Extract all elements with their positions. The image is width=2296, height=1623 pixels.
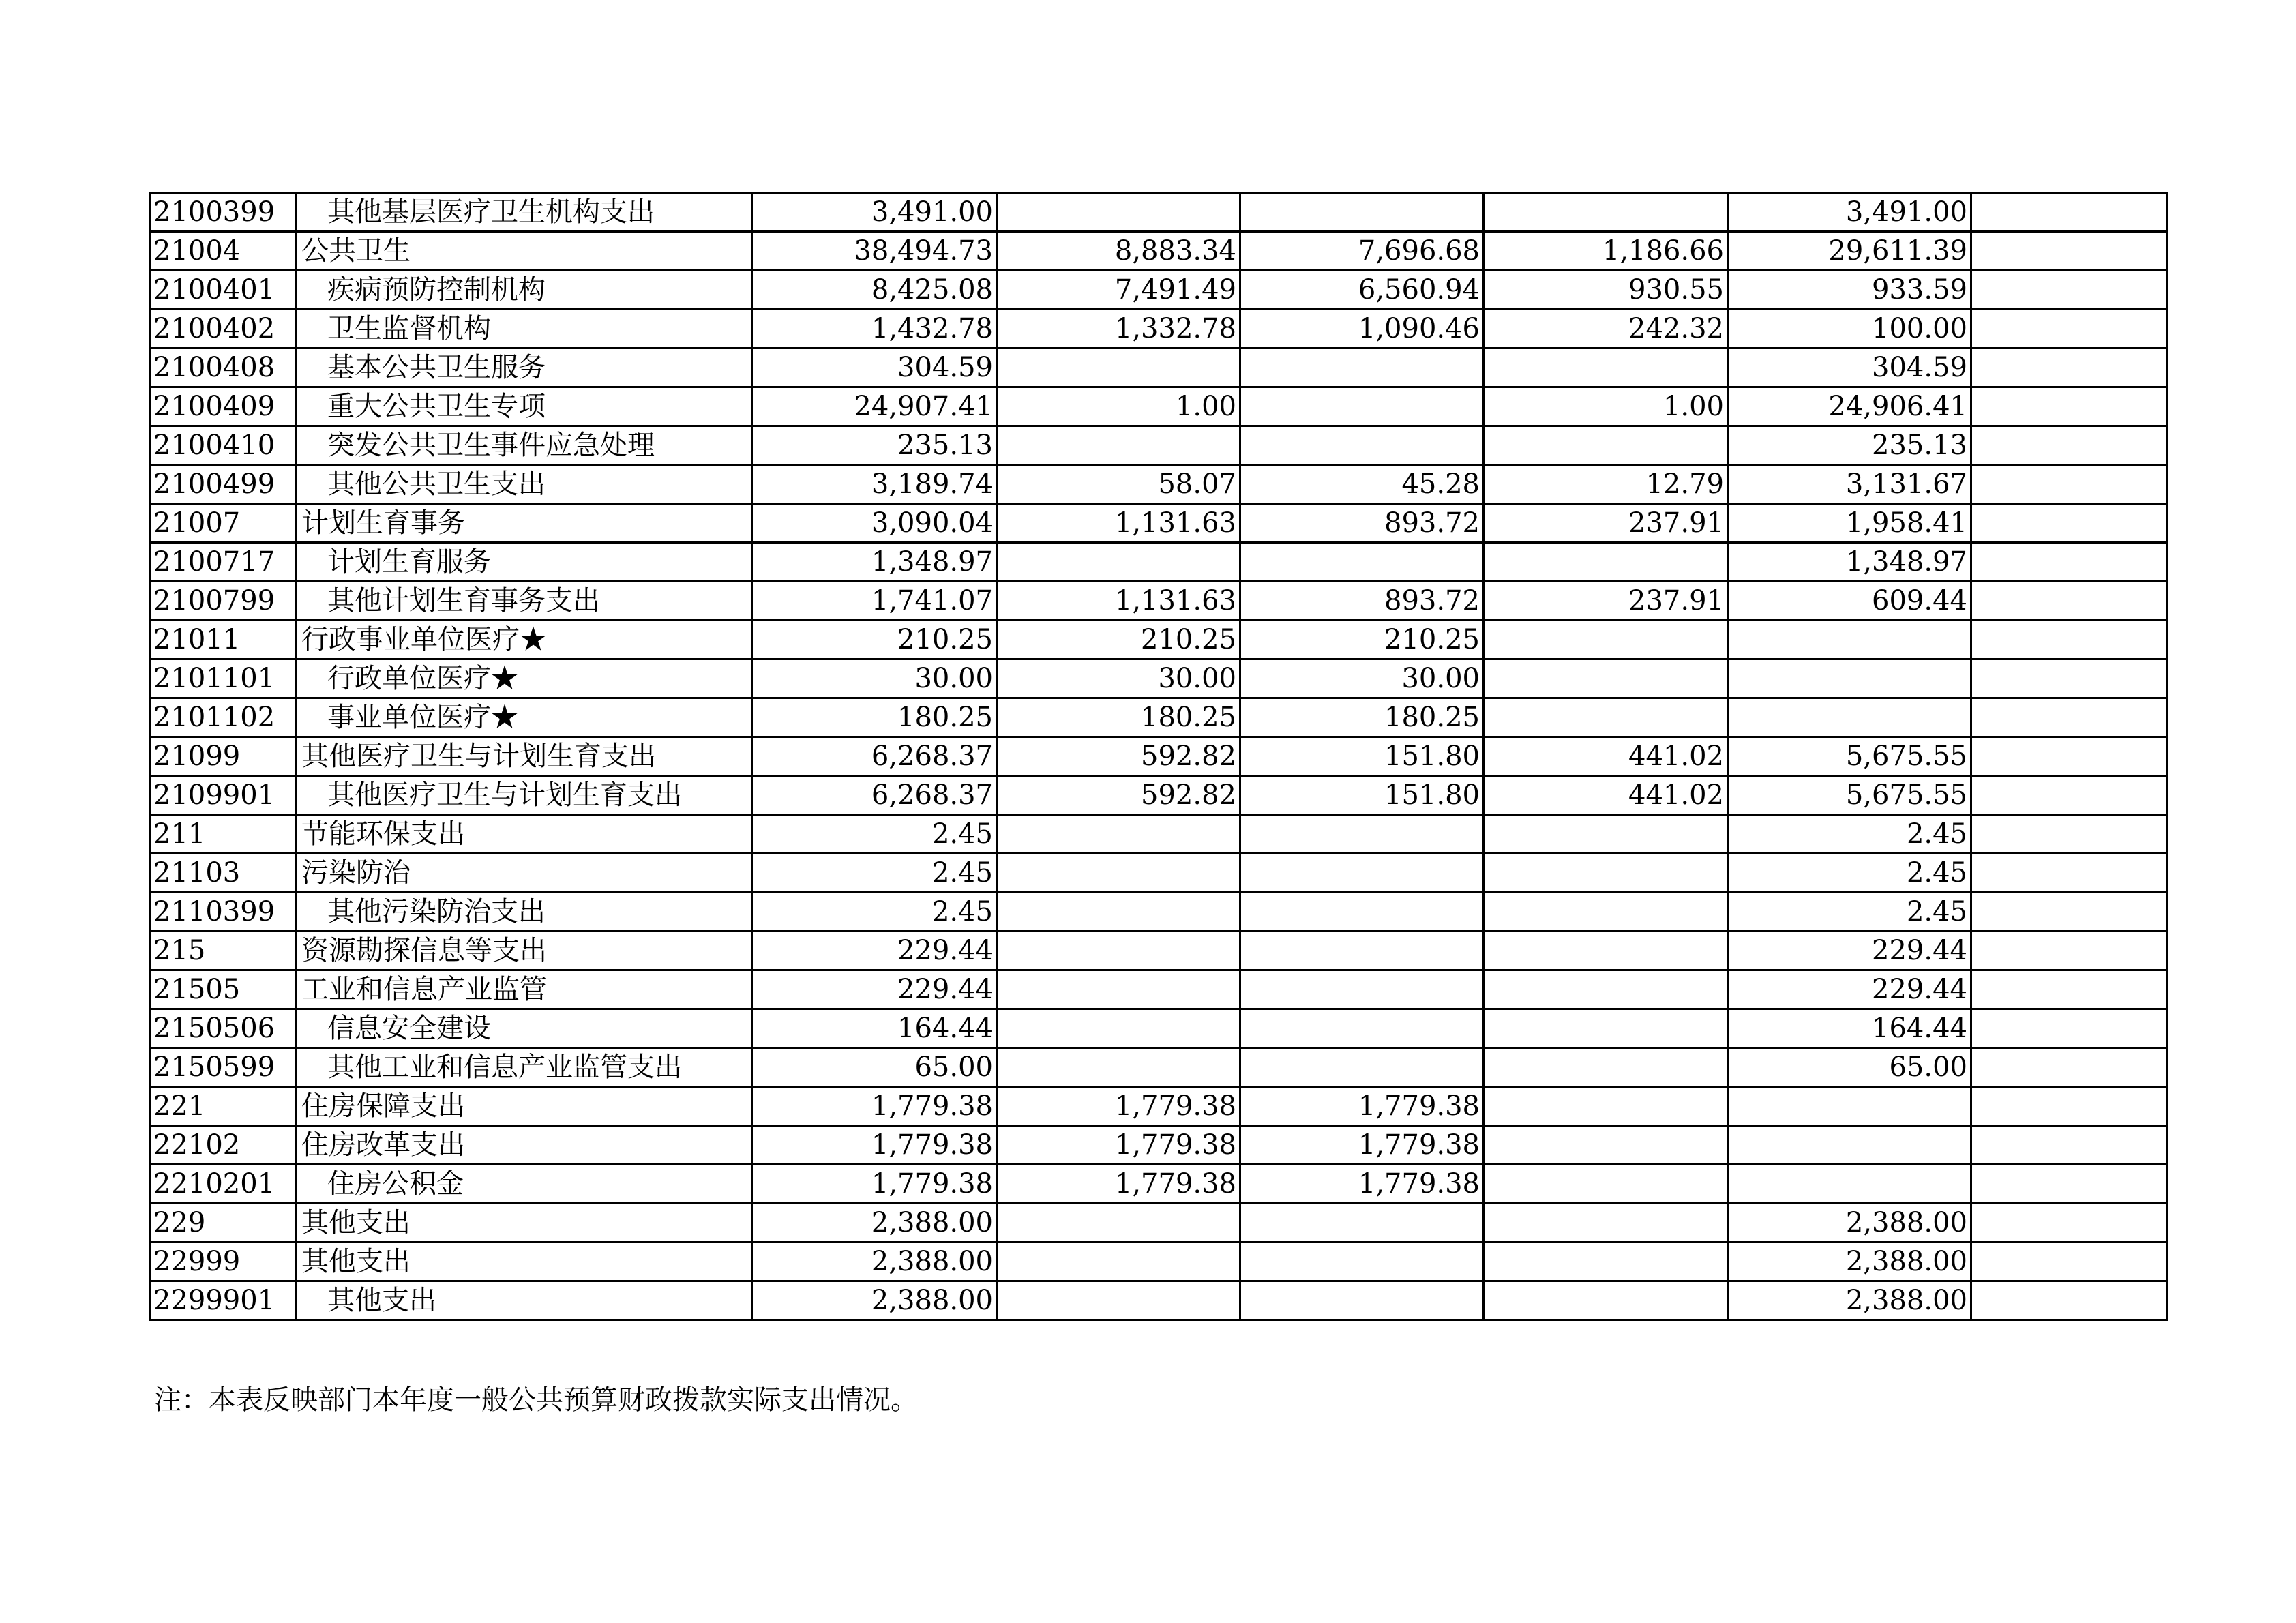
total-cell: 1,432.78 — [752, 310, 997, 348]
public-expenditure-cell — [1484, 1009, 1728, 1048]
basic-expenditure-cell: 1,131.63 — [997, 582, 1240, 621]
personnel-expenditure-cell — [1240, 854, 1484, 893]
personnel-expenditure-cell — [1240, 193, 1484, 232]
table-row — [150, 659, 2167, 698]
account-name-cell: 其他工业和信息产业监管支出 — [297, 1048, 752, 1087]
account-name-cell: 突发公共卫生事件应急处理 — [297, 426, 752, 465]
personnel-expenditure-cell — [1240, 1281, 1484, 1320]
table-row — [150, 970, 2167, 1009]
account-code-cell: 21004 — [150, 232, 297, 271]
account-code-cell: 22999 — [150, 1242, 297, 1281]
basic-expenditure-cell: 1,779.38 — [997, 1165, 1240, 1204]
extra-cell — [1971, 970, 2167, 1009]
public-expenditure-cell — [1484, 1087, 1728, 1126]
account-code-cell: 21007 — [150, 504, 297, 543]
total-cell: 3,090.04 — [752, 504, 997, 543]
extra-cell — [1971, 1204, 2167, 1242]
account-name-cell: 卫生监督机构 — [297, 310, 752, 348]
basic-expenditure-cell — [997, 815, 1240, 854]
basic-expenditure-cell — [997, 1048, 1240, 1087]
table-row — [150, 737, 2167, 776]
total-cell: 1,741.07 — [752, 582, 997, 621]
account-code-cell: 2100401 — [150, 271, 297, 310]
table-row — [150, 698, 2167, 737]
extra-cell — [1971, 1009, 2167, 1048]
account-name-cell: 其他医疗卫生与计划生育支出 — [297, 776, 752, 815]
table-row — [150, 232, 2167, 271]
account-name-cell: 行政单位医疗★ — [297, 659, 752, 698]
public-expenditure-cell: 12.79 — [1484, 465, 1728, 504]
public-expenditure-cell: 237.91 — [1484, 504, 1728, 543]
basic-expenditure-cell — [997, 426, 1240, 465]
personnel-expenditure-cell: 1,779.38 — [1240, 1126, 1484, 1165]
account-code-cell: 2100499 — [150, 465, 297, 504]
basic-expenditure-cell: 30.00 — [997, 659, 1240, 698]
personnel-expenditure-cell: 30.00 — [1240, 659, 1484, 698]
project-expenditure-cell: 65.00 — [1728, 1048, 1971, 1087]
basic-expenditure-cell: 1,779.38 — [997, 1087, 1240, 1126]
account-code-cell: 2210201 — [150, 1165, 297, 1204]
extra-cell — [1971, 854, 2167, 893]
account-name-cell: 重大公共卫生专项 — [297, 387, 752, 426]
project-expenditure-cell — [1728, 659, 1971, 698]
basic-expenditure-cell: 8,883.34 — [997, 232, 1240, 271]
table-row — [150, 815, 2167, 854]
personnel-expenditure-cell: 1,779.38 — [1240, 1165, 1484, 1204]
project-expenditure-cell: 1,348.97 — [1728, 543, 1971, 582]
basic-expenditure-cell — [997, 970, 1240, 1009]
project-expenditure-cell: 5,675.55 — [1728, 776, 1971, 815]
project-expenditure-cell: 3,131.67 — [1728, 465, 1971, 504]
total-cell: 235.13 — [752, 426, 997, 465]
public-expenditure-cell: 441.02 — [1484, 737, 1728, 776]
total-cell: 6,268.37 — [752, 737, 997, 776]
table-row — [150, 348, 2167, 387]
account-code-cell: 221 — [150, 1087, 297, 1126]
table-row — [150, 582, 2167, 621]
personnel-expenditure-cell: 7,696.68 — [1240, 232, 1484, 271]
extra-cell — [1971, 1087, 2167, 1126]
total-cell: 6,268.37 — [752, 776, 997, 815]
project-expenditure-cell: 229.44 — [1728, 932, 1971, 970]
total-cell: 65.00 — [752, 1048, 997, 1087]
basic-expenditure-cell: 1.00 — [997, 387, 1240, 426]
personnel-expenditure-cell — [1240, 387, 1484, 426]
total-cell: 210.25 — [752, 621, 997, 659]
account-code-cell: 21011 — [150, 621, 297, 659]
account-name-cell: 其他公共卫生支出 — [297, 465, 752, 504]
project-expenditure-cell: 2.45 — [1728, 854, 1971, 893]
project-expenditure-cell: 933.59 — [1728, 271, 1971, 310]
table-row — [150, 387, 2167, 426]
personnel-expenditure-cell: 151.80 — [1240, 737, 1484, 776]
account-name-cell: 其他医疗卫生与计划生育支出 — [297, 737, 752, 776]
project-expenditure-cell: 100.00 — [1728, 310, 1971, 348]
total-cell: 38,494.73 — [752, 232, 997, 271]
project-expenditure-cell: 24,906.41 — [1728, 387, 1971, 426]
public-expenditure-cell — [1484, 1242, 1728, 1281]
public-expenditure-cell: 237.91 — [1484, 582, 1728, 621]
total-cell: 2.45 — [752, 893, 997, 932]
personnel-expenditure-cell: 180.25 — [1240, 698, 1484, 737]
account-name-cell: 疾病预防控制机构 — [297, 271, 752, 310]
account-name-cell: 住房改革支出 — [297, 1126, 752, 1165]
personnel-expenditure-cell — [1240, 1242, 1484, 1281]
extra-cell — [1971, 932, 2167, 970]
table-row — [150, 1204, 2167, 1242]
table-row — [150, 504, 2167, 543]
total-cell: 229.44 — [752, 970, 997, 1009]
basic-expenditure-cell: 7,491.49 — [997, 271, 1240, 310]
account-name-cell: 资源勘探信息等支出 — [297, 932, 752, 970]
total-cell: 1,779.38 — [752, 1087, 997, 1126]
extra-cell — [1971, 1165, 2167, 1204]
project-expenditure-cell: 304.59 — [1728, 348, 1971, 387]
project-expenditure-cell: 229.44 — [1728, 970, 1971, 1009]
project-expenditure-cell: 1,958.41 — [1728, 504, 1971, 543]
basic-expenditure-cell — [997, 1281, 1240, 1320]
account-code-cell: 211 — [150, 815, 297, 854]
public-expenditure-cell — [1484, 932, 1728, 970]
public-expenditure-cell — [1484, 1126, 1728, 1165]
total-cell: 2,388.00 — [752, 1242, 997, 1281]
account-code-cell: 21505 — [150, 970, 297, 1009]
personnel-expenditure-cell — [1240, 426, 1484, 465]
public-expenditure-cell: 1.00 — [1484, 387, 1728, 426]
extra-cell — [1971, 426, 2167, 465]
basic-expenditure-cell: 1,779.38 — [997, 1126, 1240, 1165]
project-expenditure-cell: 3,491.00 — [1728, 193, 1971, 232]
extra-cell — [1971, 271, 2167, 310]
public-expenditure-cell — [1484, 815, 1728, 854]
basic-expenditure-cell: 1,332.78 — [997, 310, 1240, 348]
project-expenditure-cell: 164.44 — [1728, 1009, 1971, 1048]
basic-expenditure-cell — [997, 348, 1240, 387]
public-expenditure-cell — [1484, 659, 1728, 698]
account-name-cell: 工业和信息产业监管 — [297, 970, 752, 1009]
extra-cell — [1971, 582, 2167, 621]
public-expenditure-cell — [1484, 621, 1728, 659]
account-code-cell: 2109901 — [150, 776, 297, 815]
project-expenditure-cell: 2,388.00 — [1728, 1242, 1971, 1281]
project-expenditure-cell — [1728, 1126, 1971, 1165]
account-name-cell: 行政事业单位医疗★ — [297, 621, 752, 659]
account-code-cell: 2150599 — [150, 1048, 297, 1087]
extra-cell — [1971, 465, 2167, 504]
public-expenditure-cell — [1484, 854, 1728, 893]
table-body — [150, 193, 2167, 1320]
personnel-expenditure-cell — [1240, 1009, 1484, 1048]
basic-expenditure-cell — [997, 193, 1240, 232]
personnel-expenditure-cell: 45.28 — [1240, 465, 1484, 504]
table-row — [150, 1048, 2167, 1087]
total-cell: 2,388.00 — [752, 1281, 997, 1320]
account-name-cell: 其他支出 — [297, 1204, 752, 1242]
public-expenditure-cell — [1484, 348, 1728, 387]
extra-cell — [1971, 815, 2167, 854]
personnel-expenditure-cell: 1,779.38 — [1240, 1087, 1484, 1126]
personnel-expenditure-cell: 210.25 — [1240, 621, 1484, 659]
account-code-cell: 2100410 — [150, 426, 297, 465]
project-expenditure-cell: 2.45 — [1728, 815, 1971, 854]
extra-cell — [1971, 1048, 2167, 1087]
account-name-cell: 其他基层医疗卫生机构支出 — [297, 193, 752, 232]
basic-expenditure-cell: 592.82 — [997, 776, 1240, 815]
extra-cell — [1971, 387, 2167, 426]
total-cell: 180.25 — [752, 698, 997, 737]
account-name-cell: 其他支出 — [297, 1242, 752, 1281]
extra-cell — [1971, 659, 2167, 698]
basic-expenditure-cell: 592.82 — [997, 737, 1240, 776]
personnel-expenditure-cell — [1240, 1204, 1484, 1242]
public-expenditure-cell — [1484, 698, 1728, 737]
account-name-cell: 其他污染防治支出 — [297, 893, 752, 932]
personnel-expenditure-cell — [1240, 932, 1484, 970]
basic-expenditure-cell — [997, 893, 1240, 932]
table-row — [150, 543, 2167, 582]
project-expenditure-cell: 5,675.55 — [1728, 737, 1971, 776]
table-row — [150, 1281, 2167, 1320]
public-expenditure-cell — [1484, 543, 1728, 582]
public-expenditure-cell — [1484, 893, 1728, 932]
personnel-expenditure-cell: 893.72 — [1240, 504, 1484, 543]
account-code-cell: 2100799 — [150, 582, 297, 621]
extra-cell — [1971, 193, 2167, 232]
extra-cell — [1971, 621, 2167, 659]
table-row — [150, 465, 2167, 504]
public-expenditure-cell — [1484, 426, 1728, 465]
account-code-cell: 2100409 — [150, 387, 297, 426]
extra-cell — [1971, 893, 2167, 932]
basic-expenditure-cell — [997, 543, 1240, 582]
public-expenditure-cell — [1484, 1281, 1728, 1320]
table-row — [150, 1126, 2167, 1165]
personnel-expenditure-cell — [1240, 348, 1484, 387]
table-row — [150, 1242, 2167, 1281]
account-code-cell: 21099 — [150, 737, 297, 776]
public-expenditure-cell — [1484, 193, 1728, 232]
basic-expenditure-cell — [997, 1242, 1240, 1281]
total-cell: 2.45 — [752, 815, 997, 854]
total-cell: 2,388.00 — [752, 1204, 997, 1242]
account-name-cell: 公共卫生 — [297, 232, 752, 271]
account-name-cell: 计划生育服务 — [297, 543, 752, 582]
project-expenditure-cell — [1728, 698, 1971, 737]
basic-expenditure-cell: 58.07 — [997, 465, 1240, 504]
table-row — [150, 426, 2167, 465]
public-expenditure-cell: 242.32 — [1484, 310, 1728, 348]
total-cell: 2.45 — [752, 854, 997, 893]
account-code-cell: 2110399 — [150, 893, 297, 932]
personnel-expenditure-cell — [1240, 1048, 1484, 1087]
personnel-expenditure-cell: 893.72 — [1240, 582, 1484, 621]
total-cell: 164.44 — [752, 1009, 997, 1048]
account-code-cell: 229 — [150, 1204, 297, 1242]
personnel-expenditure-cell: 6,560.94 — [1240, 271, 1484, 310]
total-cell: 3,491.00 — [752, 193, 997, 232]
extra-cell — [1971, 348, 2167, 387]
account-name-cell: 基本公共卫生服务 — [297, 348, 752, 387]
table-note: 注：本表反映部门本年度一般公共预算财政拨款实际支出情况。 — [154, 1384, 918, 1416]
total-cell: 8,425.08 — [752, 271, 997, 310]
project-expenditure-cell: 2.45 — [1728, 893, 1971, 932]
public-expenditure-cell: 930.55 — [1484, 271, 1728, 310]
extra-cell — [1971, 737, 2167, 776]
extra-cell — [1971, 1281, 2167, 1320]
public-expenditure-cell — [1484, 1048, 1728, 1087]
basic-expenditure-cell — [997, 932, 1240, 970]
account-code-cell: 2100402 — [150, 310, 297, 348]
table-row — [150, 1087, 2167, 1126]
basic-expenditure-cell — [997, 1009, 1240, 1048]
public-expenditure-cell: 1,186.66 — [1484, 232, 1728, 271]
basic-expenditure-cell — [997, 854, 1240, 893]
project-expenditure-cell: 235.13 — [1728, 426, 1971, 465]
account-name-cell: 其他支出 — [297, 1281, 752, 1320]
account-code-cell: 22102 — [150, 1126, 297, 1165]
account-code-cell: 2100399 — [150, 193, 297, 232]
extra-cell — [1971, 232, 2167, 271]
project-expenditure-cell — [1728, 621, 1971, 659]
extra-cell — [1971, 543, 2167, 582]
basic-expenditure-cell: 210.25 — [997, 621, 1240, 659]
basic-expenditure-cell: 1,131.63 — [997, 504, 1240, 543]
project-expenditure-cell: 2,388.00 — [1728, 1281, 1971, 1320]
basic-expenditure-cell: 180.25 — [997, 698, 1240, 737]
table-row — [150, 621, 2167, 659]
total-cell: 304.59 — [752, 348, 997, 387]
extra-cell — [1971, 698, 2167, 737]
account-code-cell: 2299901 — [150, 1281, 297, 1320]
extra-cell — [1971, 1126, 2167, 1165]
project-expenditure-cell: 29,611.39 — [1728, 232, 1971, 271]
public-expenditure-cell: 441.02 — [1484, 776, 1728, 815]
account-code-cell: 215 — [150, 932, 297, 970]
total-cell: 1,779.38 — [752, 1126, 997, 1165]
personnel-expenditure-cell — [1240, 543, 1484, 582]
table-row — [150, 854, 2167, 893]
account-code-cell: 21103 — [150, 854, 297, 893]
personnel-expenditure-cell: 151.80 — [1240, 776, 1484, 815]
public-expenditure-cell — [1484, 970, 1728, 1009]
account-code-cell: 2150506 — [150, 1009, 297, 1048]
account-name-cell: 信息安全建设 — [297, 1009, 752, 1048]
basic-expenditure-cell — [997, 1204, 1240, 1242]
project-expenditure-cell: 2,388.00 — [1728, 1204, 1971, 1242]
table-row — [150, 310, 2167, 348]
table-row — [150, 1165, 2167, 1204]
account-name-cell: 计划生育事务 — [297, 504, 752, 543]
account-name-cell: 事业单位医疗★ — [297, 698, 752, 737]
account-code-cell: 2101102 — [150, 698, 297, 737]
table-row — [150, 932, 2167, 970]
account-name-cell: 节能环保支出 — [297, 815, 752, 854]
project-expenditure-cell: 609.44 — [1728, 582, 1971, 621]
account-code-cell: 2100408 — [150, 348, 297, 387]
budget-table — [149, 192, 2168, 1321]
table-row — [150, 893, 2167, 932]
account-name-cell: 污染防治 — [297, 854, 752, 893]
account-code-cell: 2100717 — [150, 543, 297, 582]
project-expenditure-cell — [1728, 1165, 1971, 1204]
account-code-cell: 2101101 — [150, 659, 297, 698]
table-row — [150, 193, 2167, 232]
table-row — [150, 1009, 2167, 1048]
extra-cell — [1971, 310, 2167, 348]
public-expenditure-cell — [1484, 1204, 1728, 1242]
personnel-expenditure-cell — [1240, 970, 1484, 1009]
extra-cell — [1971, 776, 2167, 815]
total-cell: 24,907.41 — [752, 387, 997, 426]
extra-cell — [1971, 1242, 2167, 1281]
project-expenditure-cell — [1728, 1087, 1971, 1126]
table-row — [150, 776, 2167, 815]
account-name-cell: 其他计划生育事务支出 — [297, 582, 752, 621]
account-name-cell: 住房保障支出 — [297, 1087, 752, 1126]
public-expenditure-cell — [1484, 1165, 1728, 1204]
total-cell: 30.00 — [752, 659, 997, 698]
personnel-expenditure-cell: 1,090.46 — [1240, 310, 1484, 348]
account-name-cell: 住房公积金 — [297, 1165, 752, 1204]
personnel-expenditure-cell — [1240, 893, 1484, 932]
total-cell: 229.44 — [752, 932, 997, 970]
extra-cell — [1971, 504, 2167, 543]
total-cell: 1,779.38 — [752, 1165, 997, 1204]
total-cell: 3,189.74 — [752, 465, 997, 504]
total-cell: 1,348.97 — [752, 543, 997, 582]
personnel-expenditure-cell — [1240, 815, 1484, 854]
table-row — [150, 271, 2167, 310]
